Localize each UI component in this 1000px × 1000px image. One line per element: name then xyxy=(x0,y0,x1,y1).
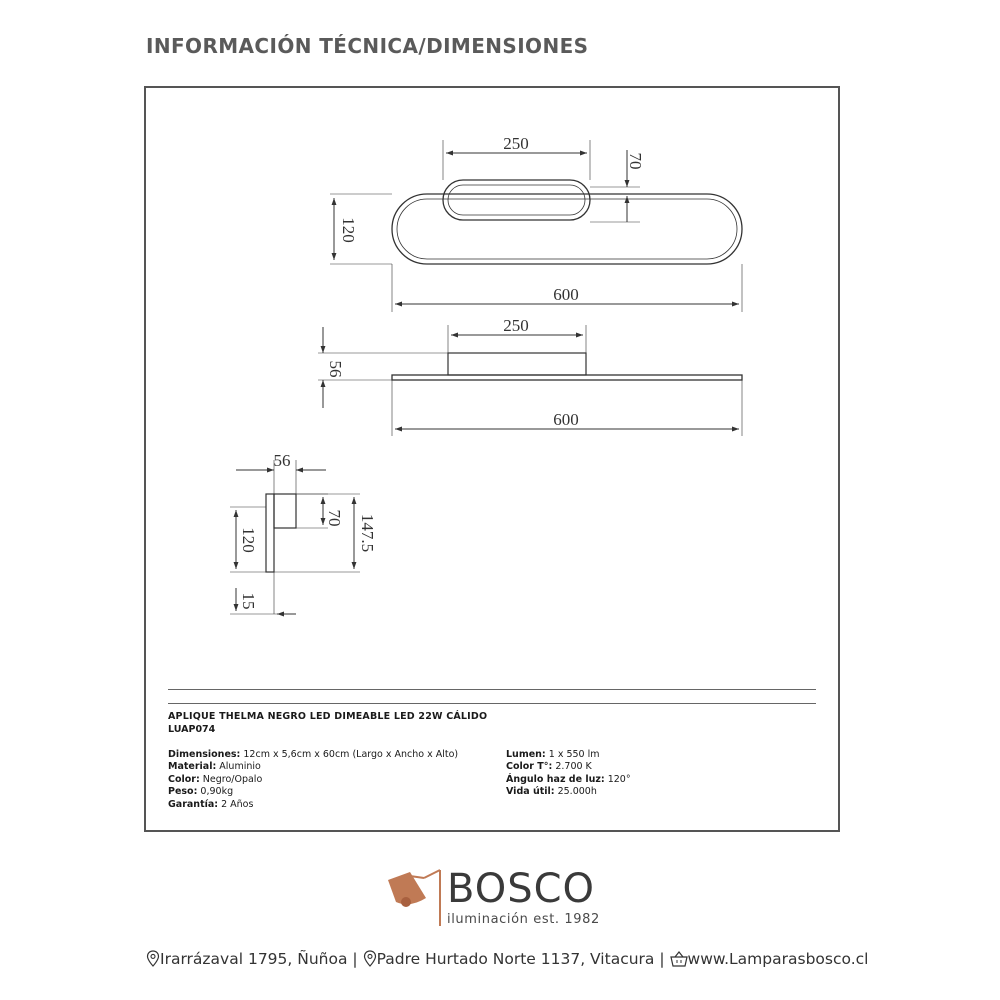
divider-top xyxy=(168,689,816,690)
spec-peso: Peso: 0,90kg xyxy=(168,786,234,798)
spec-color-temp: Color T°: 2.700 K xyxy=(506,761,592,773)
brand-tagline: iluminación est. 1982 xyxy=(447,912,600,927)
dim-top-outer-height: 120 xyxy=(339,217,358,243)
footer-address-2: Padre Hurtado Norte 1137, Vitacura xyxy=(363,950,655,968)
footer xyxy=(146,950,868,968)
dim-side-base: 15 xyxy=(239,592,258,610)
spec-lifetime: Vida útil: 25.000h xyxy=(506,786,597,798)
product-title: APLIQUE THELMA NEGRO LED DIMEABLE LED 22W CÁLIDO xyxy=(168,711,488,722)
spec-beam-angle: Ángulo haz de luz: 120° xyxy=(506,773,631,785)
shopping-basket-icon xyxy=(670,951,688,967)
dim-front-inner-width: 250 xyxy=(503,316,529,335)
top-view xyxy=(330,140,742,312)
footer-separator: | xyxy=(659,950,665,968)
dim-front-outer-width: 600 xyxy=(553,410,579,429)
footer-separator: | xyxy=(352,950,358,968)
dim-top-inner-height: 70 xyxy=(626,152,645,170)
dim-top-inner-width: 250 xyxy=(503,134,529,153)
location-pin-icon xyxy=(146,950,160,967)
spec-material: Material: Aluminio xyxy=(168,761,261,773)
dim-side-outer-height: 120 xyxy=(239,527,258,553)
page-heading: INFORMACIÓN TÉCNICA/DIMENSIONES xyxy=(146,34,589,58)
specs-left xyxy=(168,749,458,811)
spec-lumen: Lumen: 1 x 550 lm xyxy=(506,749,600,760)
product-code: LUAP074 xyxy=(168,724,216,735)
specs-right xyxy=(506,749,631,799)
spec-dimensiones: Dimensiones: 12cm x 5,6cm x 60cm (Largo x Ancho x Alto) xyxy=(168,749,459,760)
dim-top-outer-width: 600 xyxy=(553,285,579,304)
footer-website[interactable]: www.Lamparasbosco.cl xyxy=(670,950,869,968)
dim-front-depth: 56 xyxy=(326,360,345,378)
dim-side-total-height: 147.5 xyxy=(358,513,377,553)
divider-bottom xyxy=(168,703,816,704)
front-view xyxy=(318,325,742,436)
dim-side-depth: 56 xyxy=(273,451,291,470)
spec-garantia: Garantía: 2 Años xyxy=(168,798,254,810)
footer-address-1: Irarrázaval 1795, Ñuñoa xyxy=(146,950,347,968)
brand-name: BOSCO xyxy=(447,866,596,912)
location-pin-icon xyxy=(363,950,377,967)
dim-side-inner-height: 70 xyxy=(325,509,344,527)
spec-color: Color: Negro/Opalo xyxy=(168,773,263,785)
lamp-icon xyxy=(388,870,440,926)
